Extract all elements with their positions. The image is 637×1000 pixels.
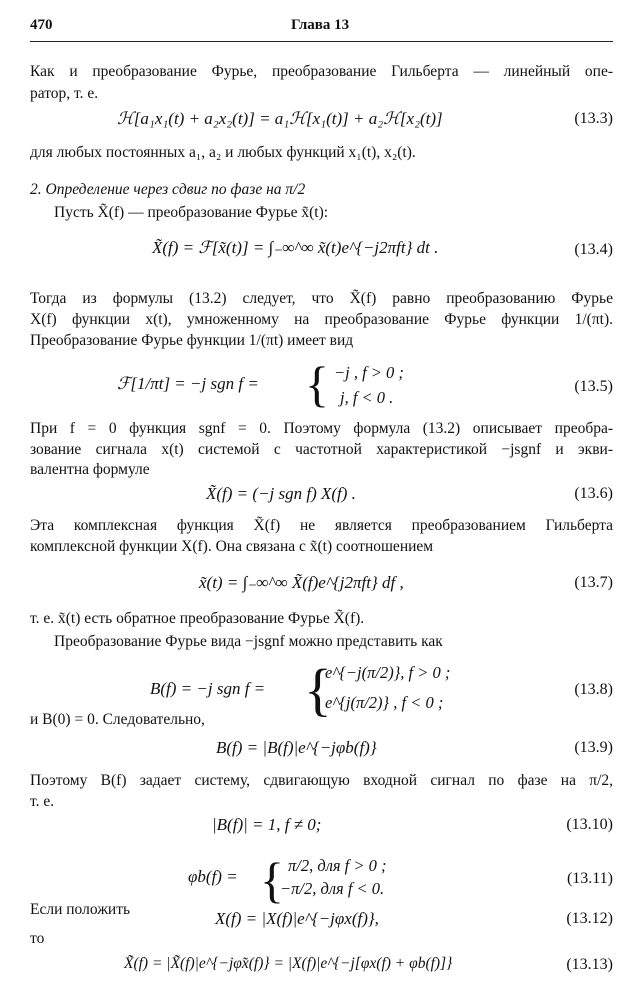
- equation-13-3: ℋ[a₁x₁(t) + a₂x₂(t)] = a₁ℋ[x₁(t)] + a₂ℋ[x₂(t)]: [117, 109, 443, 128]
- equation-number: (13.9): [574, 739, 613, 756]
- equation-number: (13.12): [566, 910, 613, 927]
- text-line: зование сигнала x(t) системой с частотной характеристикой −jsgnf и экви-: [30, 441, 613, 458]
- equation-13-12: X(f) = |X(f)|e^{−jφx(f)},: [215, 909, 379, 928]
- text-line: При f = 0 функция sgnf = 0. Поэтому формула (13.2) описывает преобра-: [30, 420, 613, 437]
- text-line: и B(0) = 0. Следовательно,: [30, 711, 205, 728]
- equation-number: (13.7): [574, 574, 613, 591]
- equation-number: (13.6): [574, 485, 613, 502]
- equation-13-8-lhs: B(f) = −j sgn f =: [150, 679, 266, 698]
- text-line: Пусть X̃(f) — преобразование Фурье x̃(t):: [54, 204, 329, 221]
- chapter-title: Глава 13: [291, 17, 350, 33]
- equation-13-10: |B(f)| = 1, f ≠ 0;: [212, 815, 322, 834]
- equation-number: (13.3): [574, 110, 613, 127]
- equation-13-11-case2: −π/2, для f < 0.: [280, 879, 385, 898]
- equation-13-8-case2: e^{j(π/2)} , f < 0 ;: [325, 693, 444, 712]
- text-line: т. е. x̃(t) есть обратное преобразование Фурье X̃(f).: [30, 610, 365, 627]
- text-line: т. е.: [30, 793, 55, 810]
- equation-13-8-case1: e^{−j(π/2)}, f > 0 ;: [325, 663, 451, 682]
- equation-13-7: x̃(t) = ∫₋∞^∞ X̃(f)e^{j2πft} df ,: [199, 573, 404, 592]
- text-line: валентна формуле: [30, 461, 150, 478]
- brace: {: [260, 852, 284, 908]
- equation-number: (13.5): [574, 378, 613, 395]
- equation-number: (13.13): [566, 956, 613, 973]
- text-line: Если положить: [30, 901, 131, 918]
- text-line: для любых постоянных a₁, a₂ и любых функций x₁(t), x₂(t).: [30, 144, 416, 161]
- equation-13-6: X̃(f) = (−j sgn f) X(f) .: [206, 484, 356, 503]
- equation-13-5-case2: j, f < 0 .: [340, 388, 394, 407]
- equation-number: (13.8): [574, 681, 613, 698]
- text-line: то: [30, 930, 45, 947]
- text-line: Как и преобразование Фурье, преобразование Гильберта — линейный опе-: [30, 63, 613, 80]
- equation-number: (13.4): [574, 241, 613, 258]
- text-line: X(f) функции x(t), умноженному на преобразование Фурье функции 1/(πt).: [30, 311, 613, 328]
- text-line: ратор, т. е.: [30, 85, 99, 102]
- equation-number: (13.10): [566, 816, 613, 833]
- equation-13-5-case1: −j , f > 0 ;: [334, 363, 404, 382]
- text-line: Преобразование Фурье вида −jsgnf можно представить как: [54, 633, 443, 650]
- equation-13-9: B(f) = |B(f)|e^{−jφb(f)}: [216, 738, 377, 757]
- page-number: 470: [30, 17, 53, 33]
- header-rule: [30, 41, 613, 42]
- text-line: Поэтому B(f) задает систему, сдвигающую входной сигнал по фазе на π/2,: [30, 772, 613, 789]
- text-line: Тогда из формулы (13.2) следует, что X̃(f) равно преобразованию Фурье: [30, 290, 613, 307]
- text-line: Преобразование Фурье функции 1/(πt) имеет вид: [30, 332, 354, 349]
- equation-13-4: X̃(f) = ℱ[x̃(t)] = ∫₋∞^∞ x̃(t)e^{−j2πft} dt .: [152, 238, 439, 257]
- text-line: комплексной функции X(f). Она связана с x̃(t) соотношением: [30, 538, 434, 555]
- equation-13-5-lhs: ℱ[1/πt] = −j sgn f =: [117, 374, 259, 393]
- section-heading: 2. Определение через сдвиг по фазе на π/2: [30, 181, 306, 198]
- brace: {: [304, 657, 332, 722]
- brace: {: [305, 356, 329, 412]
- equation-number: (13.11): [566, 870, 613, 887]
- equation-13-11-lhs: φb(f) =: [188, 867, 238, 886]
- equation-13-13: X̃(f) = |X̃(f)|e^{−jφ̃x(f)} = |X(f)|e^{−j[φx(f) + φb(f)]}: [124, 955, 453, 972]
- text-line: Эта комплексная функция X̃(f) не является преобразованием Гильберта: [30, 517, 613, 534]
- equation-13-11-case1: π/2, для f > 0 ;: [288, 856, 387, 875]
